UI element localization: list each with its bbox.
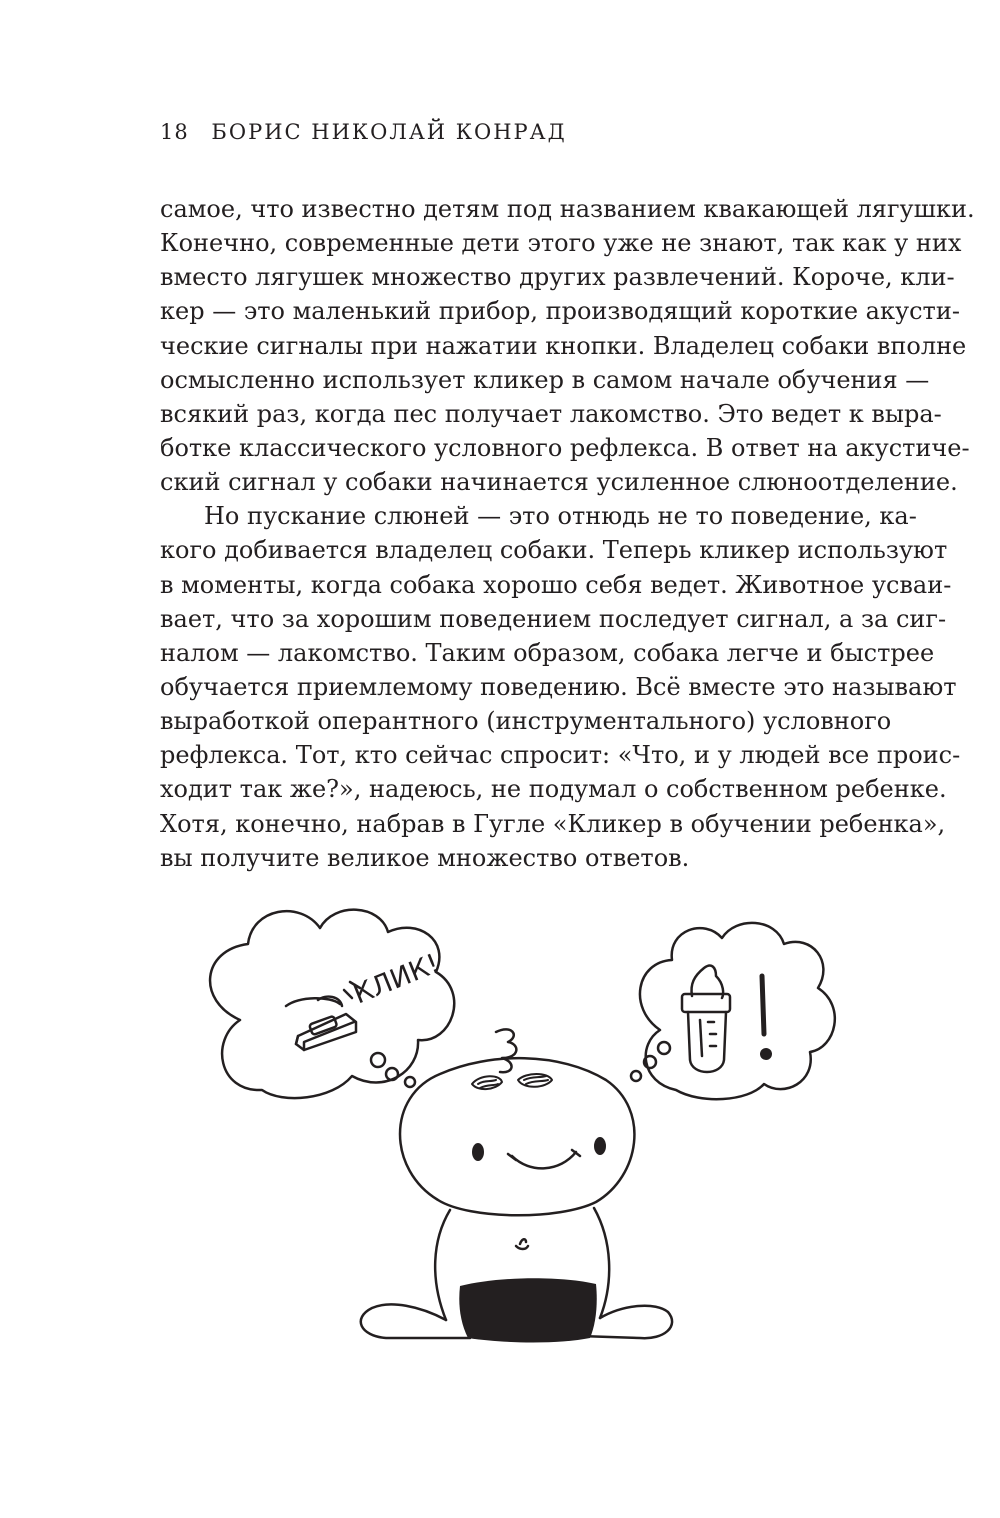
text-line: кер — это маленький прибор, производящий короткие акусти- <box>160 297 960 326</box>
left-leg <box>361 1304 470 1338</box>
thought-cloud-left <box>210 910 454 1098</box>
text-line: осмысленно использует кликер в самом начале обучения — <box>160 365 930 394</box>
exclamation-stroke <box>762 976 764 1034</box>
body-text <box>160 192 975 875</box>
clicker-icon <box>286 997 356 1050</box>
baby-clicker-illustration <box>0 890 1000 1350</box>
click-label: КЛИК! <box>349 948 444 1011</box>
thought-cloud-right <box>640 923 835 1099</box>
text-line: всякий раз, когда пес получает лакомство. Это ведет к выра- <box>160 399 942 428</box>
text-line: ходит так же?», надеюсь, не подумал о собственном ребенке. <box>160 775 947 804</box>
baby-bottle-icon <box>682 966 730 1072</box>
exclamation-dot <box>760 1048 772 1060</box>
smile <box>512 1152 576 1168</box>
hair-curl <box>496 1029 516 1072</box>
thought-bubble-dot <box>631 1071 641 1081</box>
text-line: ботке классического условного рефлекса. В ответ на акустиче- <box>160 433 970 462</box>
text-line: вы получите великое множество ответов. <box>160 843 690 872</box>
belly-button <box>516 1246 528 1249</box>
thought-bubble-dot <box>371 1053 385 1067</box>
right-eye <box>594 1137 606 1155</box>
text-line: кого добивается владелец собаки. Теперь кликер используют <box>160 536 948 565</box>
text-line: налом — лакомство. Таким образом, собака легче и быстрее <box>160 638 935 667</box>
text-line: вместо лягушек множество других развлечений. Короче, кли- <box>160 263 955 292</box>
left-eye <box>472 1143 484 1161</box>
running-header <box>160 120 567 144</box>
text-line: вает, что за хорошим поведением последует сигнал, а за сиг- <box>160 604 947 633</box>
text-line: ческие сигналы при нажатии кнопки. Владелец собаки вполне <box>160 331 967 360</box>
baby-head <box>400 1058 634 1215</box>
thought-bubble-dot <box>405 1077 415 1087</box>
text-line: Конечно, современные дети этого уже не знают, так как у них <box>160 229 962 258</box>
page-number: 18 <box>160 120 189 144</box>
thought-bubble-dot <box>658 1042 670 1054</box>
text-line: в моменты, когда собака хорошо себя ведет. Животное усваи- <box>160 570 952 599</box>
text-line: рефлекса. Тот, кто сейчас спросит: «Что, и у людей все проис- <box>160 741 961 770</box>
text-line: ский сигнал у собаки начинается усиленное слюноотделение. <box>160 468 958 497</box>
head-marks <box>472 1074 552 1089</box>
text-line: Хотя, конечно, набрав в Гугле «Кликер в обучении ребенка», <box>160 809 946 838</box>
text-line: обучается приемлемому поведению. Всё вместе это называют <box>160 672 957 701</box>
running-title: БОРИС НИКОЛАЙ КОНРАД <box>211 120 567 144</box>
diaper <box>459 1278 596 1342</box>
text-line: Но пускание слюней — это отнюдь не то поведение, ка- <box>204 502 917 531</box>
exclamation-mark: ! <box>782 999 783 1001</box>
text-line: самое, что известно детям под названием квакающей лягушки. <box>160 195 975 223</box>
text-line: выработкой оперантного (инструментального) условного <box>160 707 892 736</box>
